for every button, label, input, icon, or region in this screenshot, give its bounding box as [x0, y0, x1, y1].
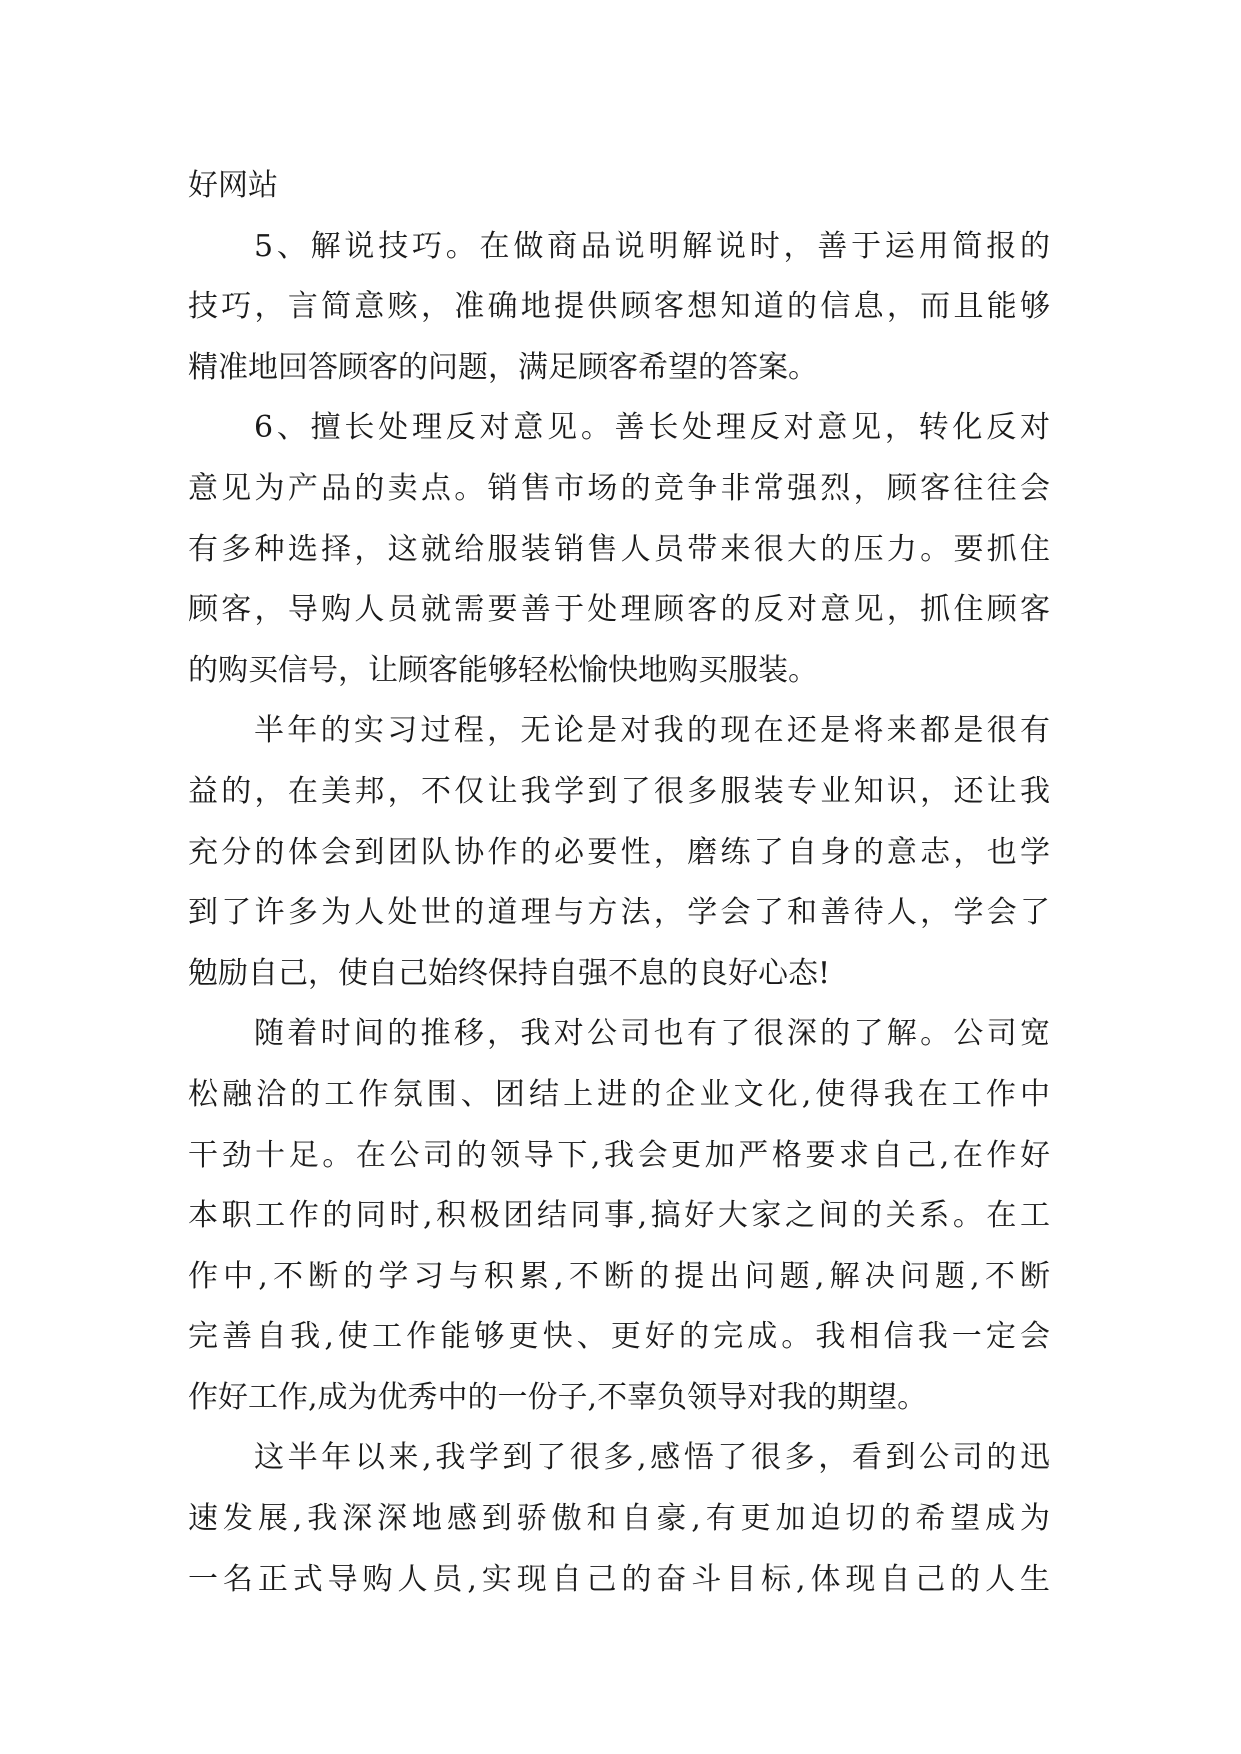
text-line: 技巧，言简意赅，准确地提供顾客想知道的信息，而且能够: [188, 289, 1050, 325]
document-page: [188, 156, 1050, 1610]
paragraph-5-line: 5、解说技巧。在做商品说明解说时，善于运用简报的: [254, 228, 1050, 264]
text-line: 本职工作的同时,积极团结同事,搞好大家之间的关系。在工: [188, 1198, 1050, 1234]
text-line: 精准地回答顾客的问题，满足顾客希望的答案。: [188, 349, 818, 385]
text-line: 的购买信号，让顾客能够轻松愉快地购买服装。: [188, 652, 818, 688]
text-line: 完善自我,使工作能够更快、更好的完成。我相信我一定会: [188, 1319, 1050, 1355]
text-line: 作好工作,成为优秀中的一份子,不辜负领导对我的期望。: [188, 1379, 928, 1415]
text-line: 勉励自己，使自己始终保持自强不息的良好心态!: [188, 955, 831, 991]
text-line: 顾客，导购人员就需要善于处理顾客的反对意见，抓住顾客: [188, 592, 1050, 628]
text-line: 有多种选择，这就给服装销售人员带来很大的压力。要抓住: [188, 531, 1050, 567]
paragraph-internship-line: 半年的实习过程，无论是对我的现在还是将来都是很有: [254, 713, 1050, 749]
text-line: 干劲十足。在公司的领导下,我会更加严格要求自己,在作好: [188, 1137, 1050, 1173]
text-line: 松融洽的工作氛围、团结上进的企业文化,使得我在工作中: [188, 1076, 1050, 1112]
text-line: 一名正式导购人员,实现自己的奋斗目标,体现自己的人生: [188, 1561, 1050, 1597]
paragraph-half-year-line: 这半年以来,我学到了很多,感悟了很多，看到公司的迅: [254, 1440, 1050, 1476]
paragraph-company-line: 随着时间的推移，我对公司也有了很深的了解。公司宽: [254, 1016, 1050, 1052]
text-line: 速发展,我深深地感到骄傲和自豪,有更加迫切的希望成为: [188, 1501, 1050, 1537]
text-line: 作中,不断的学习与积累,不断的提出问题,解决问题,不断: [188, 1258, 1050, 1294]
text-line: 到了许多为人处世的道理与方法，学会了和善待人，学会了: [188, 895, 1050, 931]
text-line: 充分的体会到团队协作的必要性，磨练了自身的意志，也学: [188, 834, 1050, 870]
text-line: 意见为产品的卖点。销售市场的竞争非常强烈，顾客往往会: [188, 470, 1050, 506]
text-line: 好网站: [188, 168, 278, 203]
text-line: 益的，在美邦，不仅让我学到了很多服装专业知识，还让我: [188, 773, 1050, 809]
paragraph-6-line: 6、擅长处理反对意见。善长处理反对意见，转化反对: [254, 410, 1050, 446]
